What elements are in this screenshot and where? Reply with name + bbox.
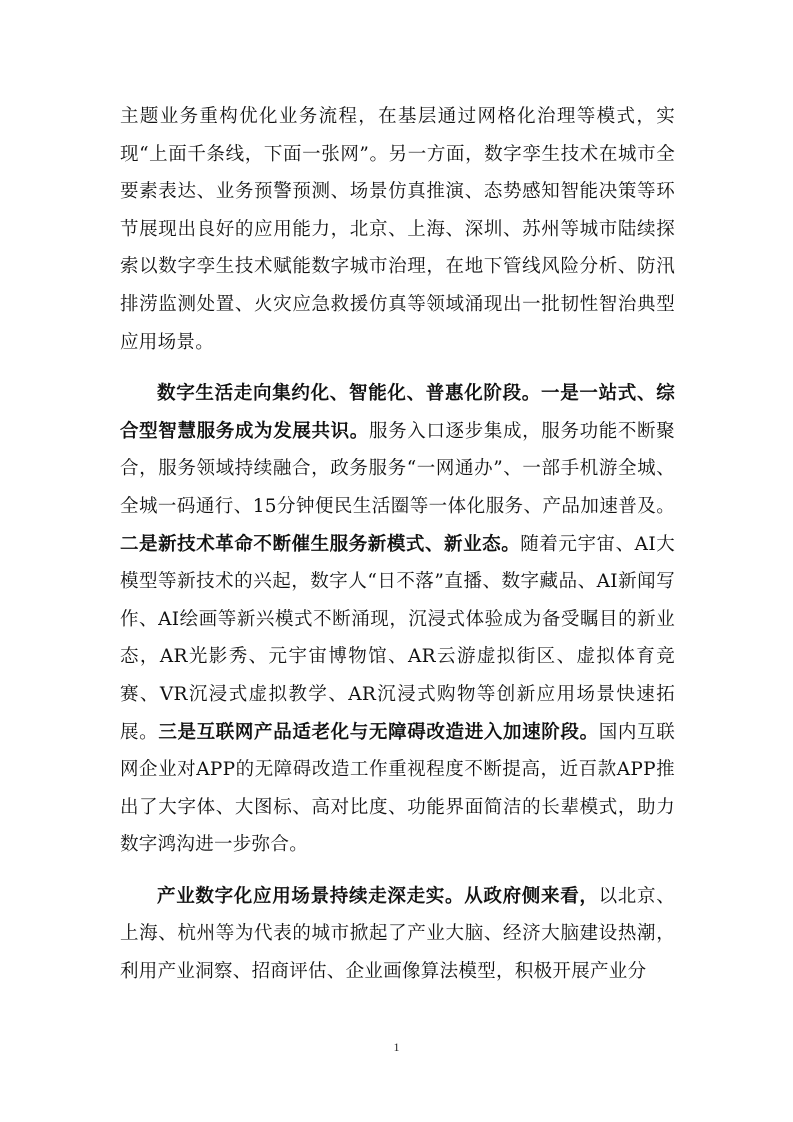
paragraph-2 (120, 375, 675, 864)
paragraph-1 (120, 98, 675, 361)
bold-heading-run: 数字生活走向集约化、智能化、普惠化阶段。一是一站式、综合型智慧服务成为发展共识。 (120, 383, 675, 442)
text-run: 服务入口逐步集成，服务功能不断聚合，服务领域持续融合，政务服务“一网通办”、一部手机游全城、全城一码通行、15分钟便民生活圈等一体化服务、产品加速普及。 (120, 420, 675, 517)
bold-heading-run: 产业数字化应用场景持续走深走实。从政府侧来看， (157, 885, 599, 907)
page-number: 1 (393, 1040, 400, 1054)
text-run: 随着元宇宙、AI大模型等新技术的兴起，数字人“日不落”直播、数字藏品、AI新闻写作、AI绘画等新兴模式不断涌现，沉浸式体验成为备受瞩目的新业态，AR光影秀、元宇宙博物馆、AR云游虚拟街区、虚拟体育竞赛、VR沉浸式虚拟教学、AR沉浸式购物等创新应用场景快速拓展。 (120, 533, 675, 743)
bold-heading-run: 二是新技术革命不断催生服务新模式、新业态。 (120, 533, 521, 555)
text-run: 主题业务重构优化业务流程，在基层通过网格化治理等模式，实现“上面千条线，下面一张网”。另一方面，数字孪生技术在城市全要素表达、业务预警预测、场景仿真推演、态势感知智能决策等环节展现出良好的应用能力，北京、上海、深圳、苏州等城市陆续探索以数字孪生技术赋能数字城市治理，在地下管线风险分析、防汛排涝监测处置、火灾应急救援仿真等领域涌现出一批韧性智治典型应用场景。 (120, 106, 675, 353)
bold-heading-run: 三是互联网产品适老化与无障碍改造进入加速阶段。 (158, 721, 599, 743)
paragraph-3 (120, 878, 675, 991)
text-run: 以北京、上海、杭州等为代表的城市掀起了产业大脑、经济大脑建设热潮，利用产业洞察、招商评估、企业画像算法模型，积极开展产业分 (120, 885, 675, 983)
document-page (120, 98, 675, 991)
text-run: 国内互联网企业对APP的无障碍改造工作重视程度不断提高，近百款APP推出了大字体、大图标、高对比度、功能界面简洁的长辈模式，助力数字鸿沟进一步弥合。 (120, 721, 675, 856)
